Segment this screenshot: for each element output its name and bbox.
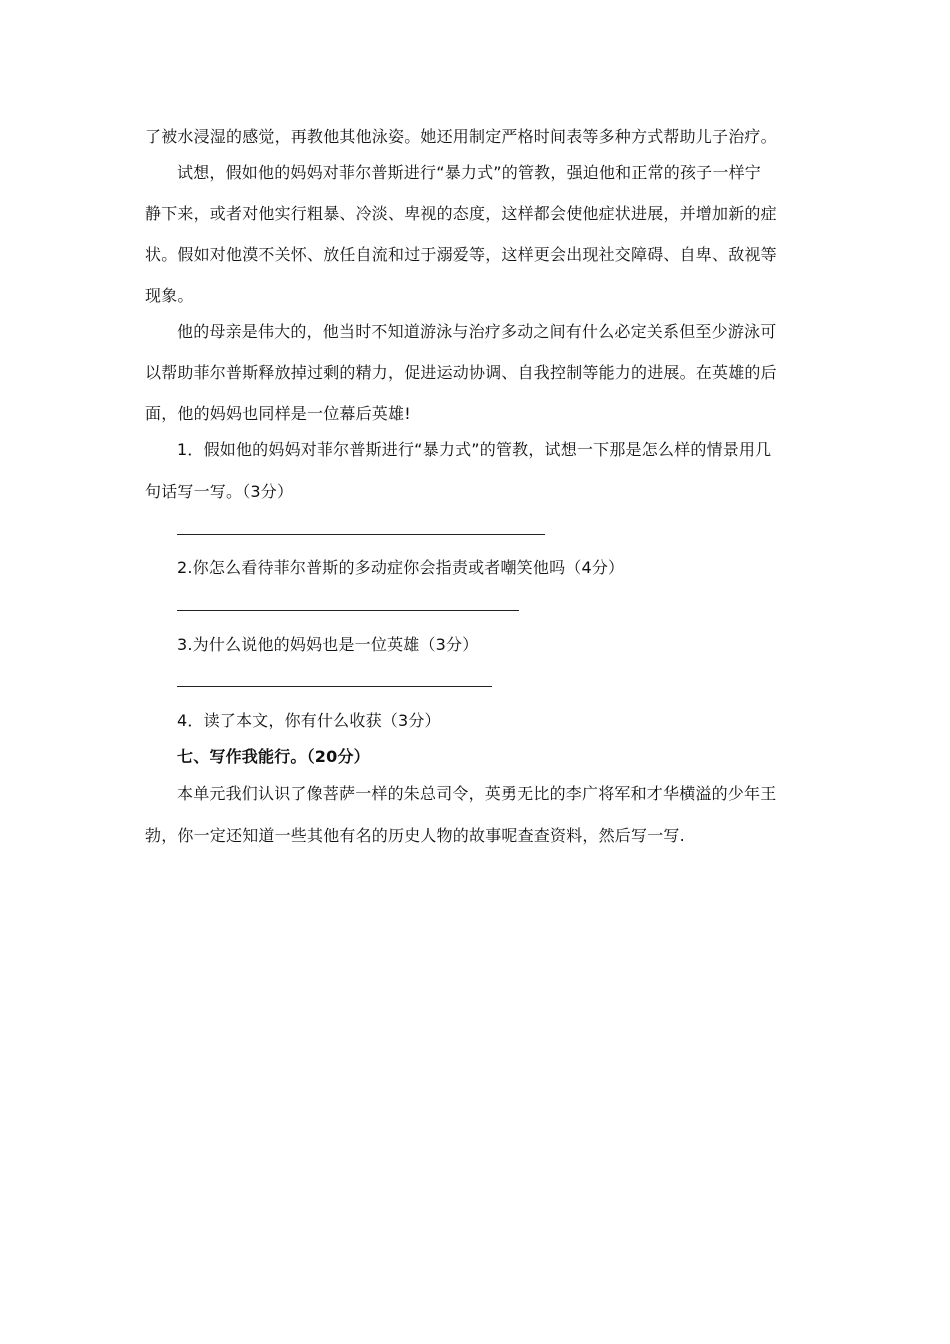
paragraph-line: 以帮助菲尔普斯释放掉过剩的精力，促进运动协调、自我控制等能力的进展。在英雄的后 — [145, 363, 777, 382]
section-7-prompt: 本单元我们认识了像菩萨一样的朱总司令，英勇无比的李广将军和才华横溢的少年王 — [177, 784, 777, 803]
paragraph-line: 了被水浸湿的感觉，再教他其他泳姿。她还用制定严格时间表等多种方式帮助儿子治疗。 — [145, 127, 777, 146]
paragraph-line: 静下来，或者对他实行粗暴、冷淡、卑视的态度，这样都会使他症状进展，并增加新的症 — [145, 204, 777, 223]
answer-line-3 — [177, 686, 492, 687]
question-1: 1．假如他的妈妈对菲尔普斯进行“暴力式”的管教，试想一下那是怎么样的情景用几 — [177, 440, 772, 459]
question-4: 4．读了本文，你有什么收获（3分） — [177, 711, 441, 730]
question-1-cont: 句话写一写。（3分） — [145, 482, 294, 501]
question-2: 2.你怎么看待菲尔普斯的多动症你会指责或者嘲笑他吗（4分） — [177, 558, 625, 577]
paragraph-line: 试想，假如他的妈妈对菲尔普斯进行“暴力式”的管教，强迫他和正常的孩子一样宁 — [177, 163, 761, 182]
section-7-title: 七、写作我能行。（20分） — [177, 747, 370, 766]
question-3: 3.为什么说他的妈妈也是一位英雄（3分） — [177, 635, 479, 654]
paragraph-line: 面，他的妈妈也同样是一位幕后英雄! — [145, 404, 411, 423]
paragraph-line: 他的母亲是伟大的，他当时不知道游泳与治疗多动之间有什么必定关系但至少游泳可 — [177, 322, 777, 341]
paragraph-line: 状。假如对他漠不关怀、放任自流和过于溺爱等，这样更会出现社交障碍、自卑、敌视等 — [145, 245, 777, 264]
answer-line-2 — [177, 610, 519, 611]
paragraph-line: 现象。 — [145, 286, 194, 305]
answer-line-1 — [177, 534, 545, 535]
section-7-prompt-cont: 勃，你一定还知道一些其他有名的历史人物的故事呢查查资料，然后写一写. — [145, 826, 685, 845]
